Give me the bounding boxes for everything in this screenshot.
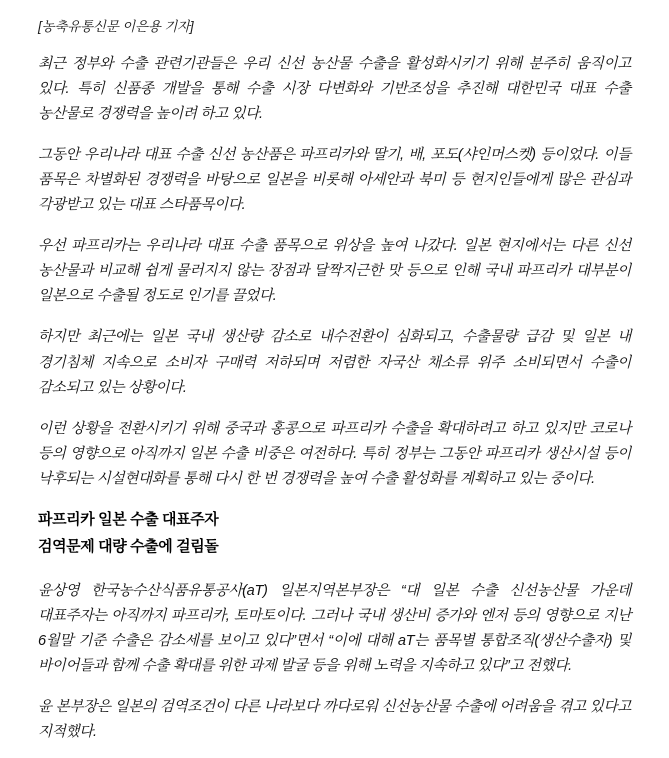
article-byline: [농축유통신문 이은용 기자]: [38, 19, 194, 34]
article-paragraph-5: 이런 상황을 전환시키기 위해 중국과 홍콩으로 파프리카 수출을 확대하려고 하고 있지만 코로나 등의 영향으로 아직까지 일본 수출 비중은 여전하다. 특히 정부는 그동안 파프리카 생산시설 등이 낙후되는 시설현대화를 통해 다시 한 번 경쟁력을 높여 수출 활성화를 계획하고 있는 중이다.: [38, 420, 631, 487]
article-paragraph-2: 그동안 우리나라 대표 수출 신선 농산품은 파프리카와 딸기, 배, 포도(샤인머스켓) 등이었다. 이들 품목은 차별화된 경쟁력을 바탕으로 일본을 비롯해 아세안과 북미 등 현지인들에게 많은 관심과 각광받고 있는 대표 스타품목이다.: [38, 146, 631, 214]
article-paragraph-6: 윤상영 한국농수산식품유통공사(aT) 일본지역본부장은 “대 일본 수출 신선농산물 가운데 대표주자는 아직까지 파프리카, 토마토이다. 그러나 국내 생산비 증가와 엔저 등의 영향으로 지난 6월말 기준 수출은 감소세를 보이고 있다”면서 “이에 대해 aT는 품목별 통합조직(생산수출자) 및 바이어들과 함께 수출 확대를 위한 과제 발굴 등을 위해 노력을 지속하고 있다”고 전했다.: [38, 582, 631, 674]
article-subheading-1: 파프리카 일본 수출 대표주자: [38, 511, 219, 528]
article-subheading-2: 검역문제 대량 수출에 걸림돌: [38, 538, 219, 556]
article-paragraph-4: 하지만 최근에는 일본 국내 생산량 감소로 내수전환이 심화되고, 수출물량 급감 및 일본 내 경기침체 지속으로 소비자 구매력 저하되며 저렴한 자국산 채소류 위주 소비되면서 수출이 감소되고 있는 상황이다.: [38, 329, 631, 396]
article-paragraph-7: 윤 본부장은 일본의 검역조건이 다른 나라보다 까다로워 신선농산물 수출에 어려움을 겪고 있다고 지적했다.: [38, 698, 631, 740]
article-paragraph-1: 최근 정부와 수출 관련기관들은 우리 신선 농산물 수출을 활성화시키기 위해 분주히 움직이고 있다. 특히 신품종 개발을 통해 수출 시장 다변화와 기반조성을 추진해 대한민국 대표 수출 농산물로 경쟁력을 높이려 하고 있다.: [38, 55, 631, 122]
article-paragraph-3: 우선 파프리카는 우리나라 대표 수출 품목으로 위상을 높여 나갔다. 일본 현지에서는 다른 신선 농산물과 비교해 쉽게 물러지지 않는 장점과 달짝지근한 맛 등으로 인해 국내 파프리카 대부분이 일본으로 수출될 정도로 인기를 끌었다.: [38, 238, 631, 305]
